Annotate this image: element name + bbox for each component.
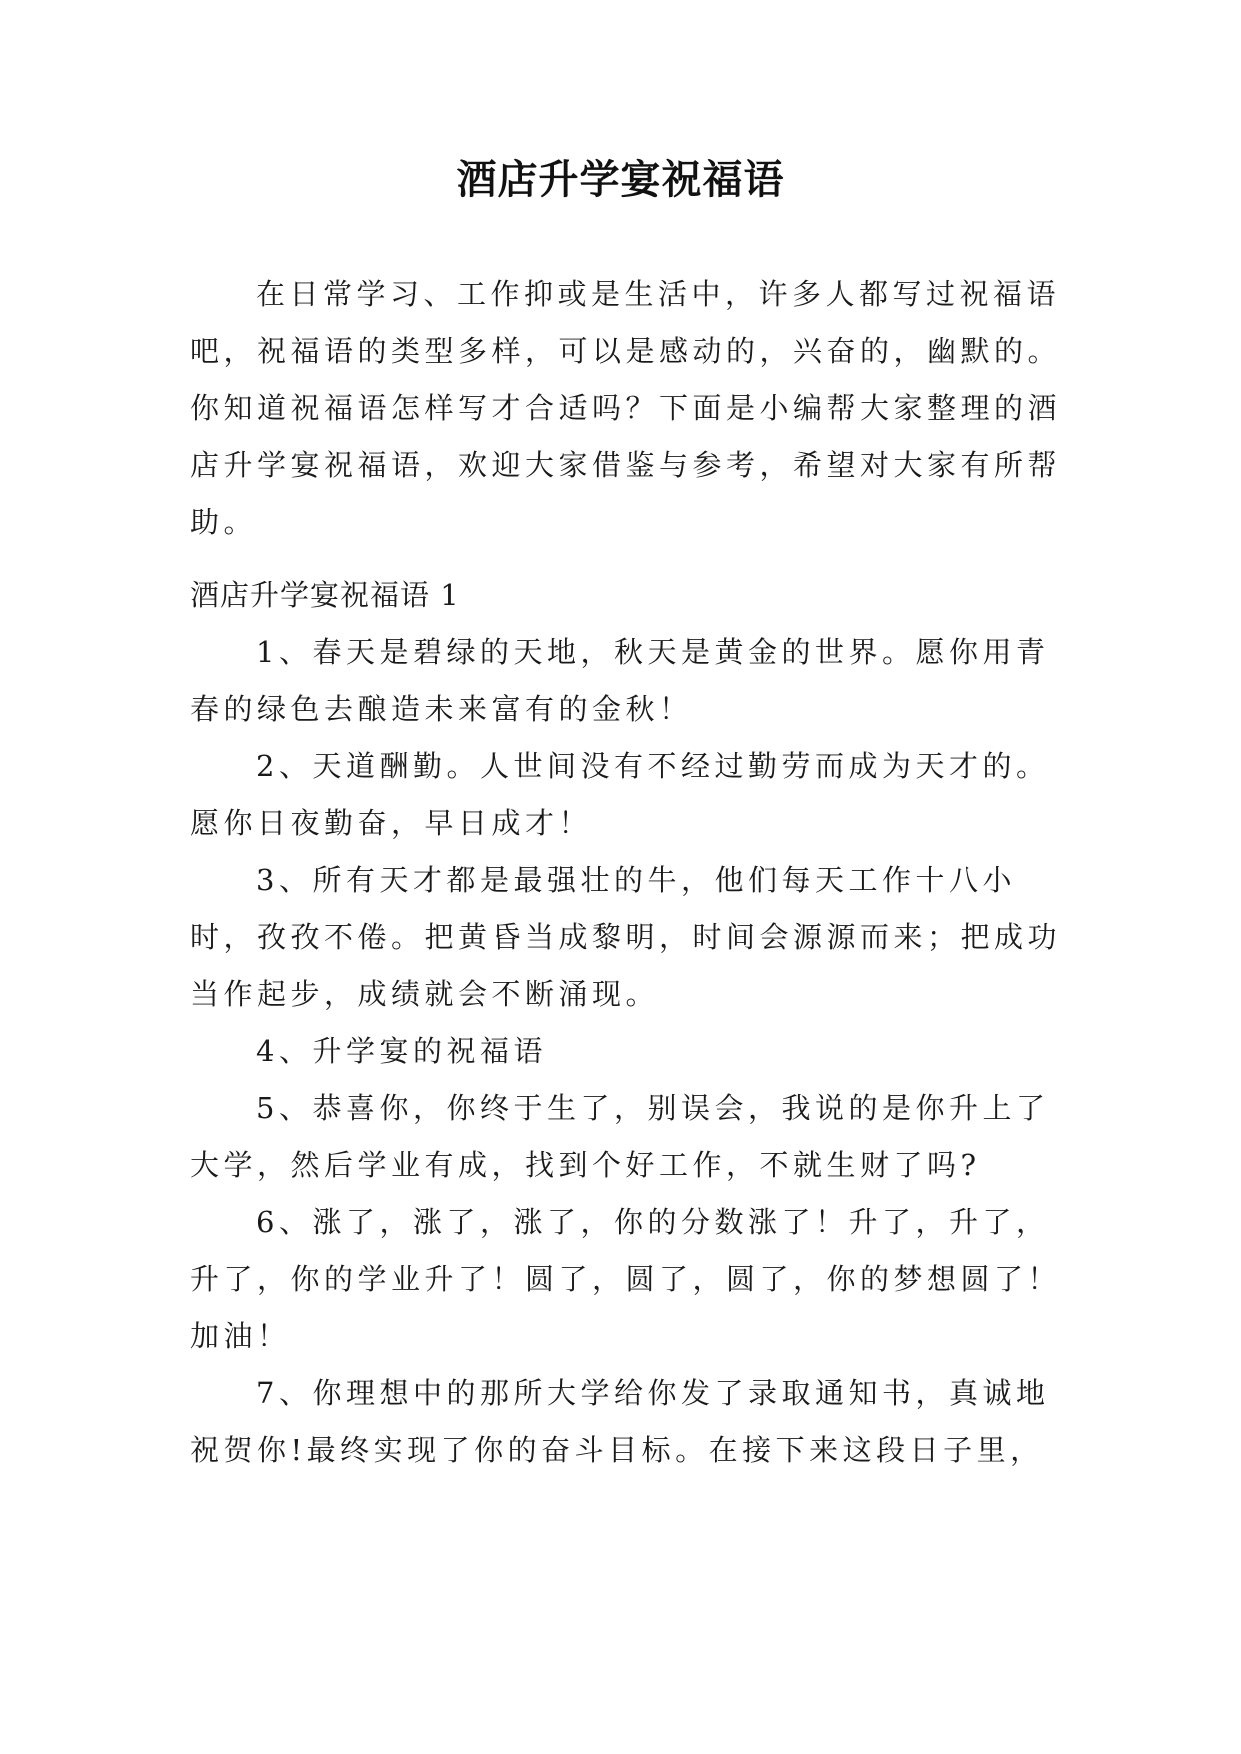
wish-item-6: 6、涨了，涨了，涨了，你的分数涨了！升了，升了，升了，你的学业升了！圆了，圆了，圆了，你的梦想圆了！加油！ <box>190 1205 1062 1353</box>
section-heading: 酒店升学宴祝福语 1 <box>190 578 460 612</box>
wish-item-4: 4、升学宴的祝福语 <box>256 1034 547 1068</box>
wish-item-1: 1、春天是碧绿的天地，秋天是黄金的世界。愿你用青春的绿色去酿造未来富有的金秋！ <box>190 635 1050 726</box>
wish-item-7: 7、你理想中的那所大学给你发了录取通知书，真诚地祝贺你!最终实现了你的奋斗目标。在接下来这段日子里， <box>190 1376 1050 1467</box>
wish-item-3: 3、所有天才都是最强壮的牛，他们每天工作十八小时，孜孜不倦。把黄昏当成黎明，时间会源源而来；把成功当作起步，成绩就会不断涌现。 <box>190 863 1062 1011</box>
document-title: 酒店升学宴祝福语 <box>456 156 785 203</box>
intro-paragraph: 在日常学习、工作抑或是生活中，许多人都写过祝福语吧，祝福语的类型多样，可以是感动的，兴奋的，幽默的。你知道祝福语怎样写才合适吗？下面是小编帮大家整理的酒店升学宴祝福语，欢迎大家借鉴与参考，希望对大家有所帮助。 <box>190 277 1062 539</box>
wish-item-2: 2、天道酬勤。人世间没有不经过勤劳而成为天才的。愿你日夜勤奋，早日成才！ <box>190 749 1050 840</box>
wish-item-5: 5、恭喜你，你终于生了，别误会，我说的是你升上了大学，然后学业有成，找到个好工作，不就生财了吗? <box>190 1091 1050 1182</box>
